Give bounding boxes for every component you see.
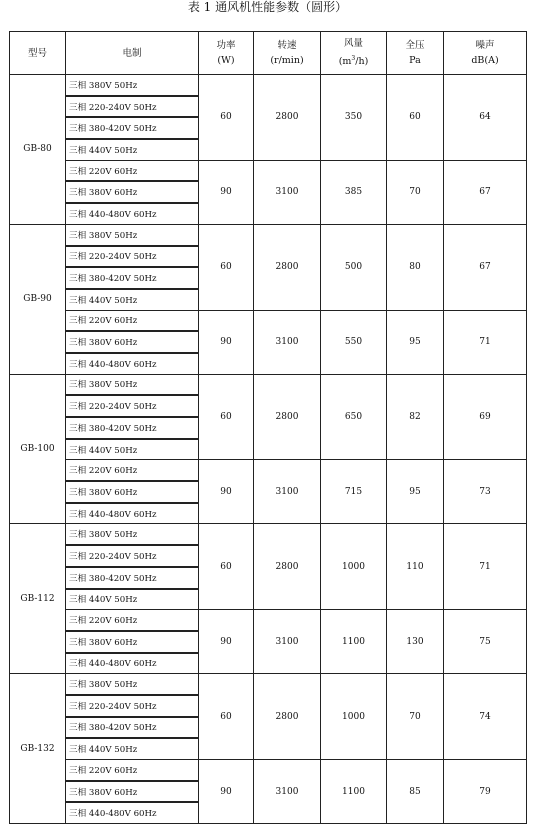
- electric-cell: 三相 380-420V 50Hz: [66, 117, 199, 139]
- noise-cell: 71: [444, 524, 527, 610]
- electric-cell: 三相 220-240V 50Hz: [66, 695, 199, 717]
- table-row: [10, 310, 527, 331]
- noise-cell: 71: [444, 310, 527, 374]
- speed-cell: 2800: [254, 224, 321, 310]
- electric-cell: 三相 380V 50Hz: [66, 674, 199, 695]
- electric-cell: 三相 440-480V 60Hz: [66, 653, 199, 674]
- power-cell: 60: [199, 524, 254, 610]
- airflow-cell: 1100: [321, 610, 387, 674]
- airflow-cell: 1000: [321, 524, 387, 610]
- table-row: [10, 160, 527, 181]
- electric-cell: 三相 220V 60Hz: [66, 160, 199, 181]
- header-electric: 电制: [66, 32, 199, 75]
- table-row: [10, 460, 527, 481]
- noise-cell: 64: [444, 75, 527, 161]
- pressure-cell: 82: [387, 374, 444, 460]
- table-row: [10, 224, 527, 245]
- pressure-cell: 110: [387, 524, 444, 610]
- noise-cell: 69: [444, 374, 527, 460]
- electric-cell: 三相 440-480V 60Hz: [66, 802, 199, 823]
- airflow-cell: 500: [321, 224, 387, 310]
- speed-cell: 2800: [254, 674, 321, 760]
- table-row: [10, 374, 527, 395]
- electric-cell: 三相 440-480V 60Hz: [66, 353, 199, 374]
- speed-cell: 3100: [254, 760, 321, 824]
- header-row: [10, 32, 527, 75]
- speed-cell: 2800: [254, 75, 321, 161]
- model-cell: GB-90: [10, 224, 66, 374]
- electric-cell: 三相 380V 50Hz: [66, 224, 199, 245]
- electric-cell: 三相 220V 60Hz: [66, 760, 199, 781]
- header-pressure: 全压 Pa: [387, 32, 444, 75]
- pressure-cell: 80: [387, 224, 444, 310]
- noise-cell: 75: [444, 610, 527, 674]
- electric-cell: 三相 380V 60Hz: [66, 631, 199, 653]
- power-cell: 90: [199, 760, 254, 824]
- speed-cell: 3100: [254, 160, 321, 224]
- model-cell: GB-112: [10, 524, 66, 674]
- electric-cell: 三相 440-480V 60Hz: [66, 503, 199, 524]
- header-noise: 噪声 dB(A): [444, 32, 527, 75]
- table-row: [10, 75, 527, 96]
- airflow-cell: 550: [321, 310, 387, 374]
- model-cell: GB-80: [10, 75, 66, 225]
- noise-cell: 73: [444, 460, 527, 524]
- electric-cell: 三相 380V 50Hz: [66, 374, 199, 395]
- airflow-cell: 1100: [321, 760, 387, 824]
- header-speed: 转速 (r/min): [254, 32, 321, 75]
- electric-cell: 三相 220-240V 50Hz: [66, 395, 199, 417]
- model-cell: GB-132: [10, 674, 66, 824]
- noise-cell: 67: [444, 224, 527, 310]
- airflow-cell: 650: [321, 374, 387, 460]
- speed-cell: 3100: [254, 460, 321, 524]
- table-row: [10, 674, 527, 695]
- electric-cell: 三相 380V 60Hz: [66, 181, 199, 203]
- electric-cell: 三相 440V 50Hz: [66, 139, 199, 160]
- speed-cell: 3100: [254, 310, 321, 374]
- pressure-cell: 95: [387, 310, 444, 374]
- noise-cell: 67: [444, 160, 527, 224]
- power-cell: 90: [199, 610, 254, 674]
- pressure-cell: 85: [387, 760, 444, 824]
- power-cell: 60: [199, 374, 254, 460]
- airflow-cell: 385: [321, 160, 387, 224]
- electric-cell: 三相 380V 60Hz: [66, 331, 199, 353]
- pressure-cell: 60: [387, 75, 444, 161]
- electric-cell: 三相 440V 50Hz: [66, 439, 199, 460]
- noise-cell: 79: [444, 760, 527, 824]
- power-cell: 60: [199, 674, 254, 760]
- pressure-cell: 70: [387, 160, 444, 224]
- electric-cell: 三相 440V 50Hz: [66, 738, 199, 759]
- electric-cell: 三相 440V 50Hz: [66, 289, 199, 310]
- electric-cell: 三相 380V 50Hz: [66, 75, 199, 96]
- electric-cell: 三相 220-240V 50Hz: [66, 545, 199, 567]
- electric-cell: 三相 220-240V 50Hz: [66, 246, 199, 268]
- electric-cell: 三相 220-240V 50Hz: [66, 96, 199, 118]
- speed-cell: 2800: [254, 524, 321, 610]
- table-title: 表 1 通风机性能参数（圆形）: [187, 0, 348, 14]
- electric-cell: 三相 380-420V 50Hz: [66, 417, 199, 439]
- electric-cell: 三相 380V 50Hz: [66, 524, 199, 545]
- electric-cell: 三相 380V 60Hz: [66, 481, 199, 503]
- electric-cell: 三相 380V 60Hz: [66, 781, 199, 803]
- header-power: 功率 (W): [199, 32, 254, 75]
- electric-cell: 三相 440V 50Hz: [66, 589, 199, 610]
- speed-cell: 3100: [254, 610, 321, 674]
- noise-cell: 74: [444, 674, 527, 760]
- table-row: [10, 760, 527, 781]
- electric-cell: 三相 220V 60Hz: [66, 460, 199, 481]
- pressure-cell: 130: [387, 610, 444, 674]
- header-airflow: 风量 $(m^3/h)$: [321, 32, 387, 75]
- table-row: [10, 610, 527, 631]
- power-cell: 90: [199, 460, 254, 524]
- electric-cell: 三相 440-480V 60Hz: [66, 203, 199, 224]
- model-cell: GB-100: [10, 374, 66, 524]
- pressure-cell: 95: [387, 460, 444, 524]
- electric-cell: 三相 380-420V 50Hz: [66, 567, 199, 589]
- electric-cell: 三相 380-420V 50Hz: [66, 717, 199, 739]
- electric-cell: 三相 220V 60Hz: [66, 310, 199, 331]
- power-cell: 60: [199, 224, 254, 310]
- power-cell: 90: [199, 310, 254, 374]
- header-model: 型号: [10, 32, 66, 75]
- airflow-cell: 350: [321, 75, 387, 161]
- pressure-cell: 70: [387, 674, 444, 760]
- fan-performance-table: [9, 31, 527, 824]
- speed-cell: 2800: [254, 374, 321, 460]
- electric-cell: 三相 220V 60Hz: [66, 610, 199, 631]
- airflow-cell: 1000: [321, 674, 387, 760]
- power-cell: 90: [199, 160, 254, 224]
- power-cell: 60: [199, 75, 254, 161]
- airflow-cell: 715: [321, 460, 387, 524]
- table-row: [10, 524, 527, 545]
- electric-cell: 三相 380-420V 50Hz: [66, 267, 199, 289]
